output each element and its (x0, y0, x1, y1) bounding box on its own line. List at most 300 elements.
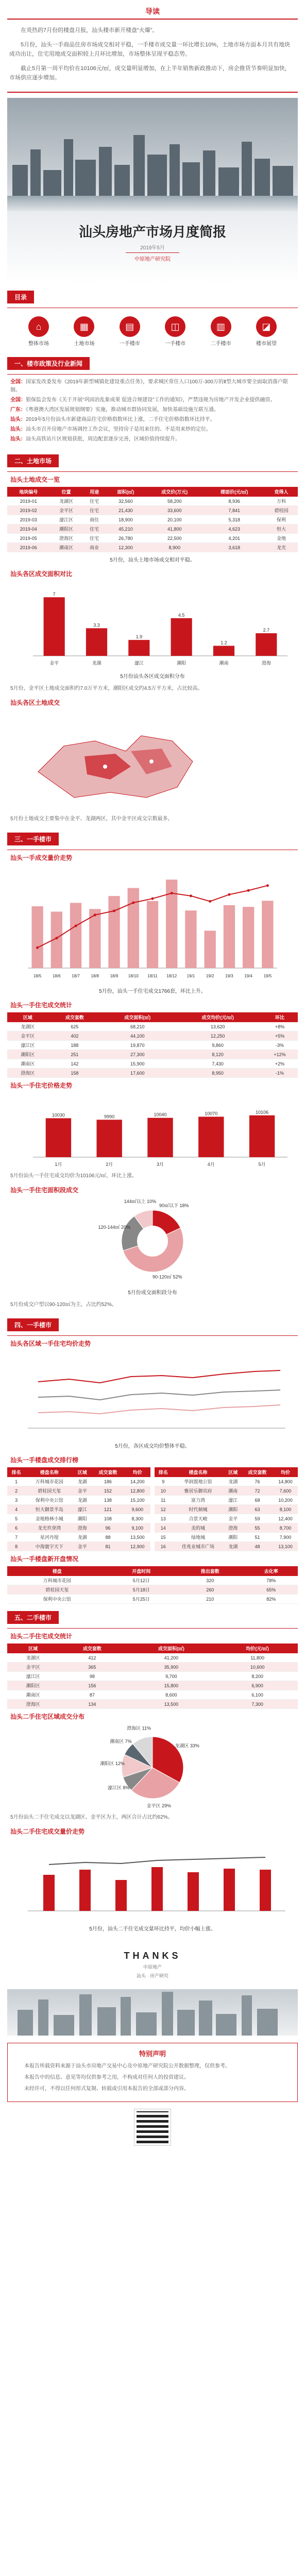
guide-box (7, 19, 298, 93)
tick-label: 19/2 (206, 974, 214, 978)
bar (147, 901, 158, 968)
table-cell: 18,900 (106, 515, 145, 524)
table-cell: 潮阳 (73, 1514, 91, 1523)
table-cell: 5月18日 (107, 1585, 176, 1595)
firsthand2-sub3: 汕头一手楼盘新开盘情况 (10, 1555, 79, 1563)
resale-section-title: 五、二手楼市 (7, 1611, 59, 1624)
table-cell: 7,900 (273, 1533, 298, 1542)
table-cell: 美的城 (172, 1523, 225, 1533)
tick-label: 18/8 (91, 974, 99, 978)
news-tag: 汕头： (10, 427, 26, 432)
ranking-table-b (155, 1467, 298, 1551)
table-cell: 2019-06 (7, 543, 49, 552)
tick-label: 18/11 (147, 974, 158, 978)
table-cell: 8,200 (217, 1672, 298, 1681)
table-cell: 20,100 (145, 515, 204, 524)
table-cell: 13 (155, 1514, 172, 1523)
table-row (155, 1505, 298, 1514)
table-cell: 澄海区 (49, 534, 82, 543)
data-label: 10070 (205, 1111, 218, 1116)
bar (262, 901, 273, 968)
news-text: 国家发改委发布《2019年新型城镇化建设重点任务》，要求城区常住人口100万-300万的Ⅱ型大城市要全面取消落户限制。 (10, 379, 288, 393)
table-cell: 15 (155, 1533, 172, 1542)
table-cell: 44,100 (101, 1031, 174, 1041)
land-caption: 5月份，汕头土地市场成交相对平稳。 (110, 557, 195, 563)
table-cell: 万科城市花园 (25, 1477, 73, 1486)
thanks-block (0, 1935, 305, 1979)
table-row (155, 1523, 298, 1533)
bar (171, 618, 192, 656)
donut-hole (137, 1226, 168, 1257)
table-header-cell: 均价(元/㎡) (217, 1643, 298, 1653)
resale-sub1: 汕头二手住宅成交统计 (10, 1633, 73, 1640)
banner (7, 98, 298, 283)
table-cell: 51 (242, 1533, 273, 1542)
table-cell: 恒大 (265, 524, 298, 534)
table-cell: 保利中央公馆 (25, 1496, 73, 1505)
bar (86, 628, 107, 656)
table-cell: 8,120 (174, 1050, 262, 1059)
tick-label: 金平 (49, 660, 59, 666)
land-table-title: 汕头土地成交一览 (10, 476, 60, 483)
table-header-cell: 楼面价(元/㎡) (204, 487, 265, 497)
bar (128, 888, 139, 968)
firsthand2-sub2: 汕头一手楼盘成交排行榜 (10, 1456, 79, 1464)
tick-label: 19/4 (244, 974, 252, 978)
table-cell: 5,318 (204, 515, 265, 524)
bar (249, 1115, 275, 1157)
data-label: 4.5 (178, 612, 185, 618)
data-point (75, 925, 77, 927)
tick-label: 3月 (156, 1162, 164, 1167)
table-header-cell: 楼盘名称 (172, 1467, 225, 1477)
table-cell: 8,600 (126, 1690, 217, 1700)
table-cell: 13,500 (126, 1700, 217, 1709)
table-row (7, 1022, 298, 1031)
data-label: 10106 (256, 1109, 269, 1115)
table-cell: 龙光 (265, 543, 298, 552)
data-label: 1.9 (135, 634, 143, 640)
table-cell: 7,600 (273, 1486, 298, 1496)
table-cell: 合景天峻 (172, 1514, 225, 1523)
table-header-cell: 竞得人 (265, 487, 298, 497)
firsthand-trend-chart (7, 865, 298, 984)
table-cell: 9,700 (126, 1672, 217, 1681)
city-skyline (7, 134, 298, 196)
table-row (7, 1653, 298, 1663)
table-cell: 3,618 (204, 543, 265, 552)
table-cell: 7,300 (217, 1700, 298, 1709)
data-point (36, 946, 39, 949)
table-cell: 潮阳 (225, 1533, 242, 1542)
table-cell: 65% (245, 1585, 298, 1595)
table-cell: 12,800 (124, 1486, 150, 1496)
table-cell: 潮南区 (7, 1059, 48, 1069)
table-cell: 潮南区 (7, 1690, 59, 1700)
table-cell: 10,600 (217, 1663, 298, 1672)
news-text: 银保监会发布《关于开展“巩固治乱象成果 促进合规建设”工作的通知》，严禁违规为房地产开发企业提供融资。 (26, 397, 276, 403)
table-header-cell: 成交套数 (48, 1012, 101, 1022)
tick-label: 潮南 (219, 660, 229, 666)
table-cell: 76 (242, 1477, 273, 1486)
table-header-cell: 楼盘名称 (25, 1467, 73, 1477)
news-tag: 汕头： (10, 436, 26, 442)
news-item (10, 396, 295, 404)
table-cell: 住宅 (82, 534, 106, 543)
table-cell: 12,300 (106, 543, 145, 552)
news-item (10, 406, 295, 414)
slice-label: 120-144㎡ 20% (98, 1224, 131, 1230)
bar (46, 1118, 71, 1157)
declaration-p3: 未经许可，不得以任何形式复制、转载或引用本报告的全部或部分内容。 (24, 2086, 189, 2092)
table-cell: 3 (7, 1496, 25, 1505)
tick-label: 18/7 (72, 974, 80, 978)
bar (185, 910, 196, 968)
data-point (266, 884, 269, 887)
table-cell: 15,900 (101, 1059, 174, 1069)
table-header-cell: 成交价(万元) (145, 487, 204, 497)
table-header-cell: 成交套数 (59, 1643, 125, 1653)
table-cell: 188 (48, 1041, 101, 1050)
firsthand-price-chart (7, 1093, 298, 1170)
tick-label: 19/1 (187, 974, 195, 978)
slice-label: 澄海区 11% (127, 1725, 151, 1731)
table-row (7, 1069, 298, 1078)
table-row (7, 534, 298, 543)
table-cell: 7,841 (204, 506, 265, 515)
qr-code-icon[interactable] (134, 2109, 171, 2145)
table-cell: 濠江区 (7, 1041, 48, 1050)
table-cell: 碧桂园 (265, 506, 298, 515)
news-text: 2019年5月份汕头市新建商品住宅价格指数环比上涨，二手住宅价格指数环比持平。 (26, 417, 215, 422)
data-label: 10030 (52, 1112, 65, 1118)
declaration-box (7, 2043, 298, 2102)
table-row (7, 1041, 298, 1050)
table-header-cell: 环比 (262, 1012, 298, 1022)
table-cell: 134 (59, 1700, 125, 1709)
slice-label: 90㎡以下 18% (159, 1203, 189, 1209)
data-point (151, 897, 154, 900)
tick-label: 4月 (207, 1162, 215, 1167)
table-cell: 8 (7, 1542, 25, 1551)
table-cell: 5 (7, 1514, 25, 1523)
guide-heading: 导读 (145, 7, 160, 15)
table-row (7, 1542, 150, 1551)
data-point (190, 894, 192, 897)
firsthand-section-title: 三、一手楼市 (7, 833, 59, 845)
table-cell: 佳兆业城市广场 (172, 1542, 225, 1551)
bar (198, 1117, 224, 1157)
news-item (10, 435, 295, 444)
table-cell: 住宅 (82, 497, 106, 506)
table-cell: 龙湖 (73, 1496, 91, 1505)
slice-label: 144㎡以上 10% (124, 1198, 157, 1204)
directory-item[interactable]: ◪ 楼市展望 (248, 316, 284, 347)
table-cell: 9 (155, 1477, 172, 1486)
tick-label: 潮阳 (177, 660, 187, 666)
table-cell: 2019-04 (7, 524, 49, 534)
slice-label: 潮南区 7% (110, 1739, 132, 1744)
table-cell: 158 (48, 1069, 101, 1078)
firsthand2-sub1: 汕头各区域一手住宅均价走势 (10, 1340, 91, 1347)
table-cell: 保利中央公馆 (7, 1595, 107, 1604)
slice-label: 金平区 29% (146, 1803, 171, 1809)
table-cell: 龙湖 (73, 1477, 91, 1486)
bar (224, 905, 235, 968)
data-label: 7 (53, 591, 56, 597)
table-cell: 潮阳区 (7, 1050, 48, 1059)
table-cell: +8% (262, 1022, 298, 1031)
data-point (171, 892, 173, 894)
land-pie-note: 5月份，金平区土地成交面积约7.0万平方米，潮阳区成交约4.5万平方米，占比较高。 (10, 686, 203, 691)
tick-label: 濠江 (134, 660, 144, 666)
table-cell: 龙湖区 (49, 497, 82, 506)
table-cell: 金平 (73, 1542, 91, 1551)
directory-item[interactable]: ◫ 一手楼市 (157, 316, 193, 347)
table-cell: 7 (7, 1533, 25, 1542)
table-header-cell: 成交均价(元/㎡) (174, 1012, 262, 1022)
table-cell: 625 (48, 1022, 101, 1031)
declaration-p2: 本报告中的信息、意见等均仅供参考之用，不构成对任何人的投资建议。 (24, 2075, 189, 2080)
table-cell: 商住 (82, 515, 106, 524)
table-cell: 82% (245, 1595, 298, 1604)
slice-label: 濠江区 8% (107, 1785, 130, 1790)
table-cell: 33,600 (145, 506, 204, 515)
table-cell: 108 (91, 1514, 124, 1523)
table-cell: 58,200 (145, 497, 204, 506)
table-header-cell: 面积(㎡) (106, 487, 145, 497)
table-cell: 48 (242, 1542, 273, 1551)
firsthand-table-title: 汕头一手住宅成交统计 (10, 1002, 73, 1009)
table-header-cell: 成交套数 (242, 1467, 273, 1477)
table-cell: 富力湾 (172, 1496, 225, 1505)
declaration-p1: 本报告所载资料来源于汕头市房地产交易中心及中原地产研究院公开数据整理，仅供参考。 (24, 2063, 230, 2069)
table-row (7, 1050, 298, 1059)
table-cell: 17,600 (101, 1069, 174, 1078)
table-row (155, 1477, 298, 1486)
table-header-cell: 成交面积(㎡) (126, 1643, 217, 1653)
table-cell: 13,620 (174, 1022, 262, 1031)
bar (31, 906, 43, 968)
table-cell: 186 (91, 1477, 124, 1486)
table-cell: 濠江区 (49, 515, 82, 524)
table-cell: 13,500 (124, 1533, 150, 1542)
land-table (7, 487, 298, 552)
table-cell: 潮阳区 (7, 1681, 59, 1690)
table-cell: 8,100 (273, 1505, 298, 1514)
table-cell: 142 (48, 1059, 101, 1069)
table-cell: 14,200 (124, 1477, 150, 1486)
land-map-note: 5月份土地成交主要集中在金平、龙湖两区，其中金平区成交宗数最多。 (10, 816, 173, 822)
table-header-cell: 楼盘 (7, 1566, 107, 1576)
directory-item[interactable]: ▤ 一手楼市 (112, 316, 148, 347)
table-cell: 45,210 (106, 524, 145, 534)
tick-label: 2月 (106, 1162, 113, 1167)
table-row (7, 1496, 150, 1505)
news-item (10, 378, 295, 395)
table-cell: 澄海 (73, 1523, 91, 1533)
ranking-table-a (7, 1467, 150, 1551)
data-point (209, 900, 211, 903)
data-label: 10040 (154, 1112, 167, 1117)
tick-label: 18/10 (128, 974, 139, 978)
directory-item[interactable]: ▦ 土地市场 (66, 316, 102, 347)
news-text: 汕头高铁站片区规划获批，周边配套逐步完善，区域价值持续提升。 (26, 436, 180, 442)
land-sub2: 汕头各区成交面积对比 (10, 570, 73, 578)
table-cell: 7,430 (174, 1059, 262, 1069)
firsthand2-chart-caption: 5月份，各区成交均价整体平稳。 (115, 1444, 190, 1449)
table-cell: 32,560 (106, 497, 145, 506)
table-row (7, 1576, 298, 1585)
resale-trend-chart (7, 1839, 298, 1921)
table-row (155, 1533, 298, 1542)
table-row (7, 1595, 298, 1604)
table-cell: 潮阳 (225, 1505, 242, 1514)
table-cell: 金地 (265, 534, 298, 543)
table-cell: 金平区 (49, 506, 82, 515)
table-cell: 6 (7, 1523, 25, 1533)
table-cell: 35,900 (126, 1663, 217, 1672)
table-cell: 12,900 (124, 1542, 150, 1551)
table-row (7, 1523, 150, 1533)
table-cell: 龙湖 (225, 1477, 242, 1486)
table-cell: 320 (176, 1576, 244, 1585)
firsthand-bar-note: 5月份汕头一手住宅成交均价为10106元/㎡，环比上涨。 (10, 1173, 138, 1179)
table-cell: 10 (155, 1486, 172, 1496)
table-row (7, 1031, 298, 1041)
table-cell: 2019-05 (7, 534, 49, 543)
thanks-sub: 中原地产 (143, 1964, 162, 1970)
guide-section (0, 0, 305, 93)
resale-sub3: 汕头二手住宅成交量价走势 (10, 1828, 85, 1835)
news-item (10, 416, 295, 424)
table-cell: 2019-01 (7, 497, 49, 506)
table-cell: 41,200 (126, 1653, 217, 1663)
declaration-title: 特别声明 (139, 2050, 166, 2058)
table-cell: 16 (155, 1542, 172, 1551)
table-cell: 210 (176, 1595, 244, 1604)
table-cell: 濠江 (225, 1496, 242, 1505)
table-cell: 15,100 (124, 1496, 150, 1505)
firsthand-table (7, 1012, 298, 1078)
table-cell: 19,870 (101, 1041, 174, 1050)
tick-label: 19/5 (263, 974, 272, 978)
table-cell: 59 (242, 1514, 273, 1523)
table-cell: -1% (262, 1069, 298, 1078)
firsthand-sub3: 汕头一手住宅面积段成交 (10, 1187, 79, 1194)
table-cell: +12% (262, 1050, 298, 1059)
table-header-cell: 区域 (73, 1467, 91, 1477)
report-org: 中原地产研究院 (126, 252, 179, 262)
table-cell: 澄海区 (7, 1700, 59, 1709)
land-area-chart (7, 581, 298, 669)
resale-pie-note: 5月份汕头二手住宅成交以龙湖区、金平区为主，两区合计占比约62%。 (10, 1815, 173, 1820)
table-cell: 68 (242, 1496, 273, 1505)
directory (0, 308, 305, 350)
table-cell: 商业 (82, 543, 106, 552)
news-tag: 全国： (10, 397, 26, 403)
tick-label: 澄海 (261, 660, 271, 666)
table-row (7, 1700, 298, 1709)
bar (256, 633, 277, 656)
table-cell: 412 (59, 1653, 125, 1663)
table-cell: -3% (262, 1041, 298, 1050)
news-tag: 汕头： (10, 417, 26, 422)
table-cell: 12,250 (174, 1031, 262, 1041)
news-text: 《粤港澳大湾区发展规划纲要》实施，推动城市群协同发展，加快基础设施互联互通。 (26, 407, 219, 413)
resale-chart-caption: 5月份，汕头二手住宅成交量环比持平，均价小幅上涨。 (89, 1926, 216, 1932)
table-row (7, 1585, 298, 1595)
table-cell: 金平 (73, 1486, 91, 1496)
table-row (7, 1059, 298, 1069)
report-date: 2019年5月 (140, 245, 165, 251)
table-header-cell: 成交套数 (91, 1467, 124, 1477)
chart-icon: ◫ (165, 316, 185, 337)
tick-label: 18/6 (53, 974, 61, 978)
news-item (10, 426, 295, 434)
building-icon: ▤ (120, 316, 140, 337)
table-cell: 碧桂园天玺 (7, 1585, 107, 1595)
data-label: 9990 (104, 1114, 115, 1120)
table-cell: 365 (59, 1663, 125, 1672)
slice-label: 龙湖区 33% (175, 1743, 199, 1749)
table-row (7, 1533, 150, 1542)
thanks-word: THANKS (124, 1951, 181, 1961)
data-point (94, 913, 96, 916)
table-cell: 2 (7, 1486, 25, 1496)
guide-paragraph-2: 截止5月第一周平均价在10106元/㎡，成交量明显增加，在上半年销售新政推动下，房企推货节奏明显加快，市场供应逐步增加。 (9, 65, 291, 81)
table-cell: 55 (242, 1523, 273, 1533)
news-tag: 广东： (10, 407, 26, 413)
table-cell: 6,900 (217, 1681, 298, 1690)
data-point (113, 910, 115, 912)
table-cell: +5% (262, 1031, 298, 1041)
table-header-cell: 排名 (155, 1467, 172, 1477)
data-point (55, 937, 58, 939)
table-row (7, 1486, 150, 1496)
table-cell: 152 (91, 1486, 124, 1496)
table-cell: 22,500 (145, 534, 204, 543)
bar (213, 646, 234, 656)
table-row (7, 1681, 298, 1690)
bar (70, 903, 81, 968)
table-cell: 81 (91, 1542, 124, 1551)
table-cell: 龙光玖誉湾 (25, 1523, 73, 1533)
firsthand2-section-title: 四、一手楼市 (7, 1318, 59, 1331)
directory-item[interactable]: ▥ 二手楼市 (203, 316, 239, 347)
table-cell: 26,780 (106, 534, 145, 543)
table-cell: 13,100 (273, 1542, 298, 1551)
firsthand-area-donut (7, 1197, 298, 1285)
firsthand-donut-caption: 5月份成交面积段分布 (128, 1290, 177, 1296)
directory-item[interactable]: ⌂ 整体市场 (21, 316, 57, 347)
table-cell: 万科城市花园 (7, 1576, 107, 1585)
footer-skyline (7, 1989, 298, 2036)
news-section-title: 一、楼市政策及行业新闻 (7, 357, 90, 370)
data-point (247, 889, 250, 892)
table-cell: 15,800 (126, 1681, 217, 1690)
data-label: 1.2 (221, 640, 227, 646)
table-cell: 6,100 (217, 1690, 298, 1700)
table-cell: 金平 (225, 1514, 242, 1523)
table-cell: 11,800 (217, 1653, 298, 1663)
table-row (7, 506, 298, 515)
table-row (155, 1496, 298, 1505)
table-row (7, 497, 298, 506)
tick-label: 龙湖 (92, 660, 101, 666)
bar (243, 907, 254, 968)
table-cell: +2% (262, 1059, 298, 1069)
